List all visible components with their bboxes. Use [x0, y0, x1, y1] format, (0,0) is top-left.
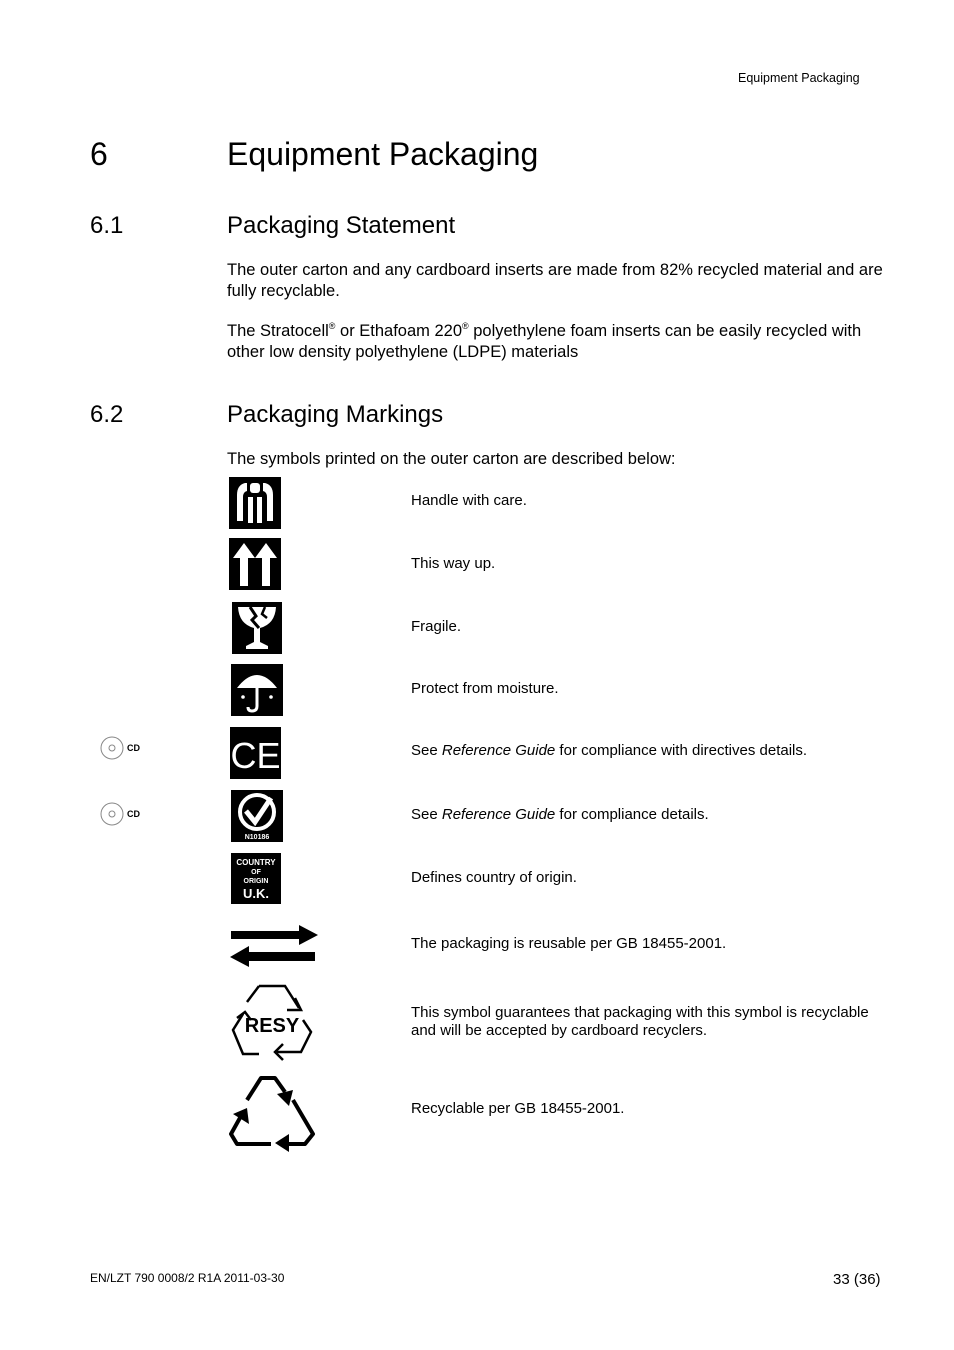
- resy-mark: RESY: [244, 1015, 300, 1037]
- running-header: Equipment Packaging: [738, 71, 860, 85]
- paragraph-foam: The Stratocell® or Ethafoam 220® polyethylene foam inserts can be easily recycled with other low density polyethylene (LDPE) materials: [227, 321, 862, 361]
- cd-icon: [100, 735, 146, 761]
- symbol-description: Recyclable per GB 18455-2001.: [411, 1100, 625, 1117]
- country-of-origin-icon: [231, 853, 281, 904]
- svg-text:ORIGIN: ORIGIN: [243, 878, 269, 885]
- c-tick-icon: [231, 790, 283, 842]
- symbol-description: The packaging is reusable per GB 18455-2001.: [411, 935, 727, 952]
- page-number: 33 (36): [833, 1271, 881, 1288]
- ce-mark-icon: [230, 727, 281, 779]
- section-title: Packaging Statement: [227, 212, 456, 239]
- svg-text:U.K.: U.K.: [243, 886, 269, 901]
- symbol-description: This symbol guarantees that packaging with this symbol is recyclable and will be accepted by cardboard recyclers.: [411, 1004, 869, 1039]
- symbol-description: See Reference Guide for compliance with directives details.: [411, 742, 808, 759]
- recycle-triangle-icon: [227, 1070, 315, 1152]
- resy-recycle-icon: [229, 980, 315, 1064]
- section-number: 6.1: [90, 212, 124, 239]
- ce-mark-text: CE: [230, 735, 281, 776]
- chapter-title: Equipment Packaging: [227, 136, 539, 172]
- paragraph: The outer carton and any cardboard inserts are made from 82% recycled material and are fully recyclable.: [227, 261, 883, 300]
- cd-label: CD: [127, 809, 140, 819]
- c-tick-number: N10186: [244, 834, 270, 841]
- svg-text:COUNTRY: COUNTRY: [236, 858, 276, 867]
- reusable-arrows-icon: [229, 924, 319, 968]
- cd-icon: [100, 801, 146, 827]
- umbrella-icon: [231, 664, 283, 716]
- this-way-up-icon: [229, 538, 281, 590]
- handle-with-care-icon: [229, 477, 281, 529]
- symbol-description: Protect from moisture.: [411, 680, 559, 697]
- svg-text:OF: OF: [251, 869, 261, 876]
- symbol-description: This way up.: [411, 555, 496, 572]
- symbol-description: See Reference Guide for compliance details.: [411, 806, 709, 823]
- cd-label: CD: [127, 743, 140, 753]
- symbol-description: Fragile.: [411, 618, 462, 635]
- symbol-description: Handle with care.: [411, 492, 527, 509]
- fragile-glass-icon: [232, 602, 282, 654]
- section-number: 6.2: [90, 401, 124, 428]
- symbol-description: Defines country of origin.: [411, 869, 577, 886]
- section-title: Packaging Markings: [227, 401, 444, 428]
- paragraph: The symbols printed on the outer carton are described below:: [227, 450, 676, 468]
- footer-doc-id: EN/LZT 790 0008/2 R1A 2011-03-30: [90, 1271, 285, 1285]
- chapter-number: 6: [90, 136, 108, 172]
